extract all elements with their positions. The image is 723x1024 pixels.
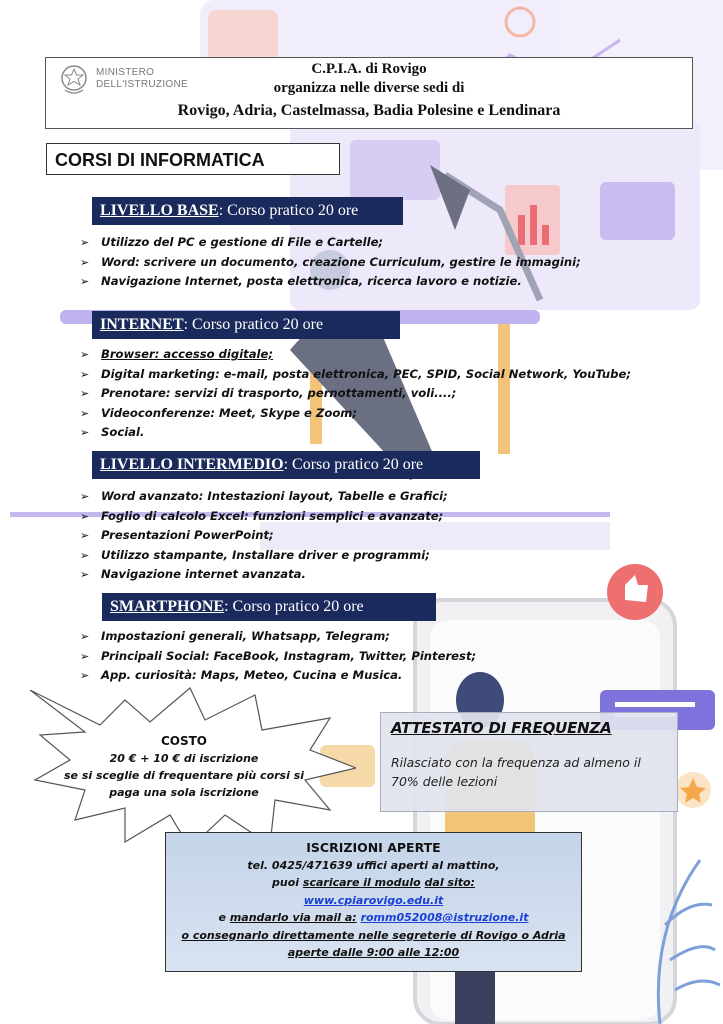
section-name: LIVELLO INTERMEDIO <box>100 456 284 473</box>
iscrizioni-deliver-line: o consegnarlo direttamente nelle segreterie di Rovigo o Adria <box>181 928 566 942</box>
arrow-bullet-icon: ➢ <box>80 426 90 439</box>
arrow-bullet-icon: ➢ <box>80 367 90 381</box>
list-internet <box>78 345 631 443</box>
arrow-bullet-icon: ➢ <box>80 529 90 542</box>
list-item: ➢ Utilizzo stampante, Installare driver e programmi; <box>78 546 448 566</box>
iscrizioni-box <box>165 832 582 972</box>
section-subtitle: : Corso pratico 20 ore <box>218 202 359 219</box>
list-item: ➢ Digital marketing: e-mail, posta elettronica, PEC, SPID, Social Network, YouTube; <box>78 365 631 385</box>
list-item: ➢ Browser: accesso digitale; <box>78 345 631 365</box>
section-banner-smartphone <box>102 593 436 621</box>
list-smartphone <box>78 627 476 686</box>
list-item: ➢ Videoconferenze: Meet, Skype e Zoom; <box>78 404 631 424</box>
cost-line-2: se si sceglie di frequentare più corsi si <box>63 769 305 782</box>
iscrizioni-mail-line: e mandarlo via mail a: romm052008@istruzione.it <box>218 911 529 924</box>
list-item: ➢ Navigazione Internet, posta elettronica, ricerca lavoro e notizie. <box>78 272 581 292</box>
cost-line-1: 20 € + 10 € di iscrizione <box>109 752 259 765</box>
list-item: ➢ App. curiosità: Maps, Meteo, Cucina e Musica. <box>78 666 476 686</box>
iscrizioni-download-line: puoi scaricare il modulo dal sito: <box>272 876 475 889</box>
arrow-bullet-icon: ➢ <box>80 669 90 682</box>
attestato-title: ATTESTATO DI FREQUENZA <box>391 719 612 737</box>
list-item: ➢ Impostazioni generali, Whatsapp, Telegram; <box>78 627 476 647</box>
arrow-bullet-icon: ➢ <box>80 568 90 581</box>
header-line-2: organizza nelle diverse sedi di <box>273 80 465 96</box>
ministry-line-1: MINISTERO <box>96 67 155 78</box>
bg-chat-line <box>615 702 695 707</box>
bg-folder <box>600 182 675 240</box>
section-banner-internet <box>92 311 400 339</box>
iscrizioni-hours-line: aperte dalle 9:00 alle 12:00 <box>287 946 460 959</box>
cost-text <box>50 733 318 801</box>
list-item: ➢ Principali Social: FaceBook, Instagram, Twitter, Pinterest; <box>78 647 476 667</box>
arrow-bullet-icon: ➢ <box>80 236 90 249</box>
arrow-bullet-icon: ➢ <box>80 548 90 562</box>
section-name: SMARTPHONE <box>110 598 225 615</box>
section-name: INTERNET <box>100 316 184 333</box>
section-subtitle: : Corso pratico 20 ore <box>283 456 424 473</box>
arrow-bullet-icon: ➢ <box>80 490 90 503</box>
cost-title: COSTO <box>160 734 208 748</box>
section-banner-intermedio <box>92 451 480 479</box>
list-item: ➢ Prenotare: servizi di trasporto, pernottamenti, voli....; <box>78 384 631 404</box>
list-item: ➢ Social. <box>78 423 631 443</box>
header-line-3: Rovigo, Adria, Castelmassa, Badia Polesine e Lendinara <box>177 102 561 119</box>
section-name: LIVELLO BASE <box>100 202 219 219</box>
list-intermedio <box>78 487 448 585</box>
list-base <box>78 233 581 292</box>
cost-line-3: paga una sola iscrizione <box>109 786 259 799</box>
iscrizioni-title: ISCRIZIONI APERTE <box>306 840 441 855</box>
list-item: ➢ Presentazioni PowerPoint; <box>78 526 448 546</box>
list-item: ➢ Utilizzo del PC e gestione di File e Cartelle; <box>78 233 581 253</box>
arrow-bullet-icon: ➢ <box>80 255 90 269</box>
header-box <box>45 57 693 129</box>
email-link[interactable]: romm052008@istruzione.it <box>360 911 529 924</box>
arrow-bullet-icon: ➢ <box>80 630 90 643</box>
section-subtitle: : Corso pratico 20 ore <box>183 316 324 333</box>
header-text <box>46 60 692 120</box>
arrow-bullet-icon: ➢ <box>80 509 90 523</box>
attestato-box <box>380 712 678 812</box>
page-title: CORSI DI INFORMATICA <box>46 143 340 175</box>
ministry-line-2: DELL'ISTRUZIONE <box>96 79 188 90</box>
arrow-bullet-icon: ➢ <box>80 348 90 361</box>
website-link[interactable]: www.cpiarovigo.edu.it <box>303 893 444 907</box>
header-line-1: C.P.I.A. di Rovigo <box>311 61 427 77</box>
section-banner-base <box>92 197 403 225</box>
arrow-bullet-icon: ➢ <box>80 649 90 663</box>
arrow-bullet-icon: ➢ <box>80 387 90 400</box>
arrow-bullet-icon: ➢ <box>80 275 90 288</box>
list-item: ➢ Word avanzato: Intestazioni layout, Tabelle e Grafici; <box>78 487 448 507</box>
arrow-bullet-icon: ➢ <box>80 406 90 420</box>
list-item: ➢ Navigazione internet avanzata. <box>78 565 448 585</box>
attestato-text: Rilasciato con la frequenza ad almeno il 70% delle lezioni <box>391 755 641 789</box>
iscrizioni-phone: tel. 0425/471639 uffici aperti al mattino, <box>247 858 500 872</box>
section-subtitle: : Corso pratico 20 ore <box>224 598 364 615</box>
list-item: ➢ Word: scrivere un documento, creazione Curriculum, gestire le immagini; <box>78 253 581 273</box>
bg-window <box>350 140 440 200</box>
list-item: ➢ Foglio di calcolo Excel: funzioni semplici e avanzate; <box>78 507 448 527</box>
